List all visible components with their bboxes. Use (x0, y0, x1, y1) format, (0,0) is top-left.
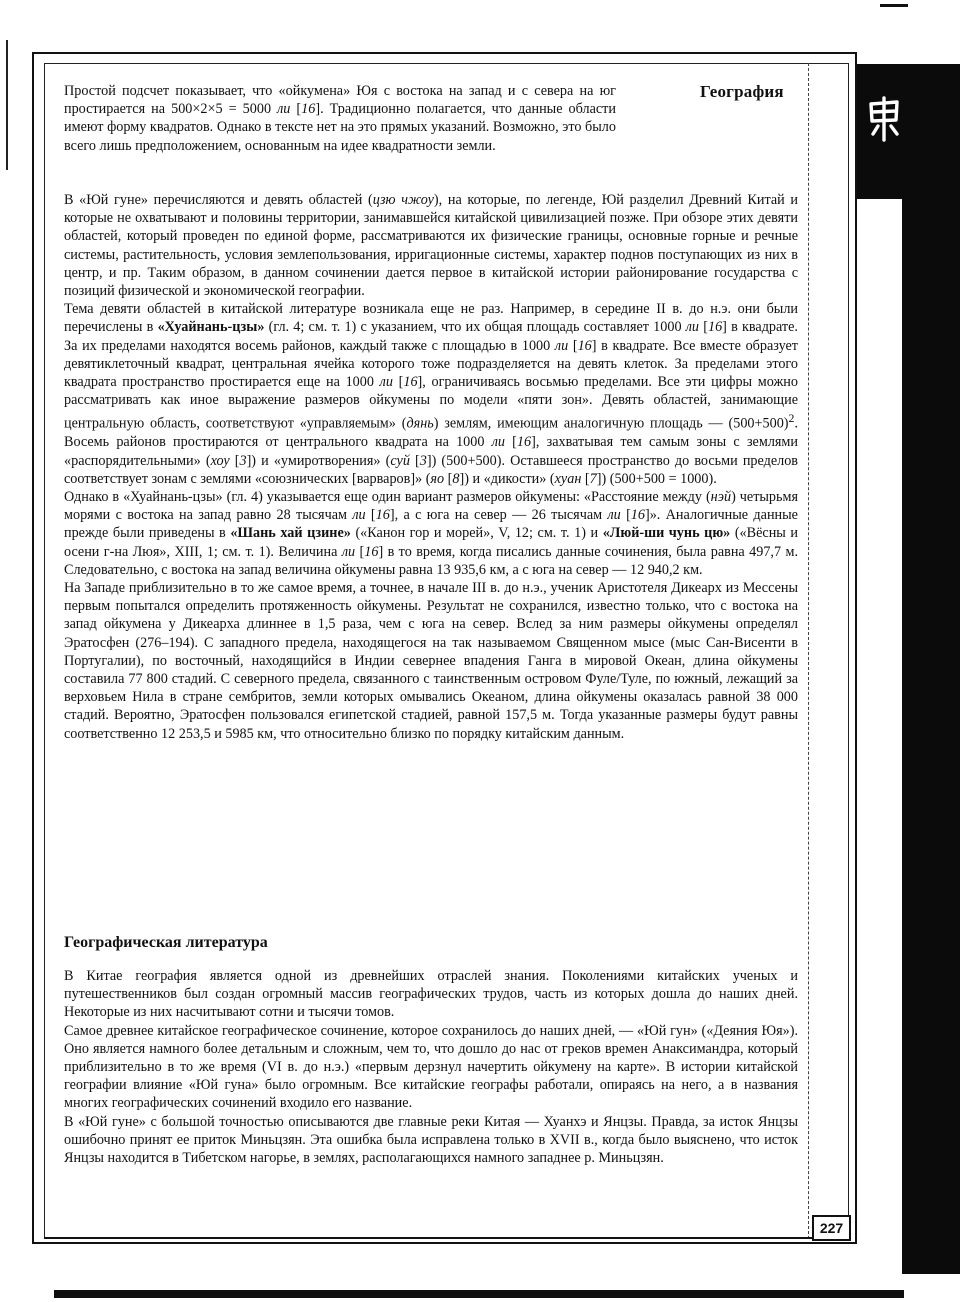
bottom-rule-1 (44, 1237, 812, 1239)
paragraph-west-comparison: На Западе приблизительно в то же самое время, а точнее, в начале III в. до н.э., ученик Аристотеля Дикеарх из Мессены первым попытался определить протяженность ойкумены. Результат не сохранился, известно только, что с востока на запад ойкумена у Дикеарха длиннее в 1,5 раза, чем с юга на север. Вслед за ним размеры ойкумены определял Эратосфен (276–194). С западного предела, находящегося на так называемом Священном мысе (мыс Сан-Висенти в Португалии), по восточный, находящийся в Индии севернее впадения Ганга в мировой Океан, длина ойкумены составила 77 800 стадий. С северного предела, связанного с таинственным островом Фуле/Туле, по южный, лежащий за верховьем Нила в стране сембритов, земли которых омывались Океаном, длина ойкумены оказалась равной 38 000 стадий. Вероятно, Эратосфен пользовался египетской стадией, равной 157,5 м. Тогда указанные размеры будут равны соответственно 12 253,5 и 5985 км, что относительно близко по порядку китайским данным. (64, 580, 798, 742)
section-label: География (700, 82, 784, 101)
paragraph-rivers: В «Юй гуне» с большой точностью описываются две главные реки Китая — Хуанхэ и Янцзы. Правда, за исток Янцзы ошибочно принят ее приток Миньцзян. Эта ошибка была исправлена только в XVII в., когда было выяснено, что исток Янцзы находится в Тибетском нагорье, в землях, располагающихся намного западнее р. Миньцзян. (64, 1113, 798, 1167)
page-number: 227 (812, 1215, 851, 1241)
paragraph-nine-regions: В «Юй гуне» перечисляются и девять областей (цзю чжоу), на которые, по легенде, Юй разделил Древний Китай и которые не охватывают и половины территории, занимавшейся китайской цивилизацией позже. При обзоре этих девяти областей, который проведен по единой форме, рассматриваются их физические границы, основные горные и речные системы, растительность, условия землепользования, ирригационные системы, характер поднов поступающих из них в центр, и пр. Таким образом, в данном сочинении дается первое в китайской истории районирование государства с позиций физической и экономической географии. (64, 192, 799, 300)
paragraph-yu-gong: Самое древнее китайское географическое сочинение, которое сохранилось до наших дней, — «Юй гун» («Деяния Юя»). Оно является намного более детальным и сложным, чем то, что дошло до нас от греков времен Анаксимандра, который приблизительно в то же время (VI в. до н.э.) «первым дерзнул начертить ойкумену на карте». В истории китайской географии влияние «Юй гуна» было огромным. Все китайские географы работали, опираясь на него, а в названия многих географических сочинений входило его название. (64, 1022, 798, 1112)
left-margin-mark (6, 40, 8, 170)
intro-paragraph: Простой подсчет показывает, что «ойкумена» Юя с востока на запад и с севера на юг простирается на 500×2×5 = 5000 ли [16]. Традиционно полагается, что данные области имеют форму квадратов. Однако в тексте нет на это прямых указаний. Возможно, это было всего лишь предположением, основанным на идее квадратности земли. (64, 83, 616, 154)
paragraph-oikumene-size: Однако в «Хуайнань-цзы» (гл. 4) указывается еще один вариант размеров ойкумены: «Расстояние между (нэй) четырьмя морями с востока на запад равно 28 тысячам ли [16], а с юга на север — 26 тысячам ли [16]». Аналогичные данные прежде были приведены в «Шань хай цзине» («Канон гор и морей», V, 12; см. т. 1) и «Люй-ши чунь цю» («Вёсны и осени г-на Люя», XIII, 1; см. т. 1). Величина ли [16] в то время, когда писались данные сочинения, была равна 497,7 м. Следовательно, с востока на запад величина ойкумены равна 13 935,6 км, а с юга на север — 12 940,2 км. (64, 488, 798, 578)
top-edge-rule (880, 4, 908, 7)
literature-text (64, 967, 798, 1167)
section-heading: Географическая литература (64, 934, 268, 951)
paragraph-literature-intro: В Китае география является одной из древнейших отраслей знания. Поколениями китайских ученых и путешественников был создан огромный массив географических трудов, часть из которых дошла до наших дней. Некоторые из них насчитывают сотни и тысячи томов. (64, 968, 798, 1021)
paragraph-huainanzi-regions: Тема девяти областей в китайской литературе возникала еще не раз. Например, в середине II в. до н.э. они были перечислены в «Хуайнань-цзы» (гл. 4; см. т. 1) с указанием, что их общая площадь составляет 1000 ли [16] в квадрате. За их пределами находятся восемь районов, каждый также с площадью в 1000 ли [16] в квадрате. Все вместе образует девятиклеточный квадрат, центральная ячейка которого тоже подразделяется на девять клеток. За пределами этого квадрата пространство простирается еще на 1000 ли [16], ограничиваясь восьмью пределами. Все эти цифры можно рассматривать как иное выражение размеров ойкумены по модели «пяти зон». Девять областей, занимающие центральную область, соответствуют «управляемым» (дянь) землям, имеющим аналогичную площадь — $(500+500)^2$. Восемь районов простираются от центрального квадрата на 1000 ли [16], захватывая тем самым зоны с землями «распорядительными» (хоу [3]) и «умиротворения» (суй [3]) (500+500). Оставшееся пространство до восьми пределов соответствует зонам с землями «союзнических [варваров]» (яо [8]) и «дикости» (хуан [7]) (500+500 = 1000). (64, 301, 799, 487)
margin-divider (808, 63, 809, 1239)
chinese-character-glyph-icon (866, 96, 902, 144)
main-text (64, 191, 798, 743)
right-edge-band (902, 199, 960, 1274)
bottom-rule-2 (44, 1242, 812, 1244)
bottom-edge-bar (54, 1290, 904, 1298)
